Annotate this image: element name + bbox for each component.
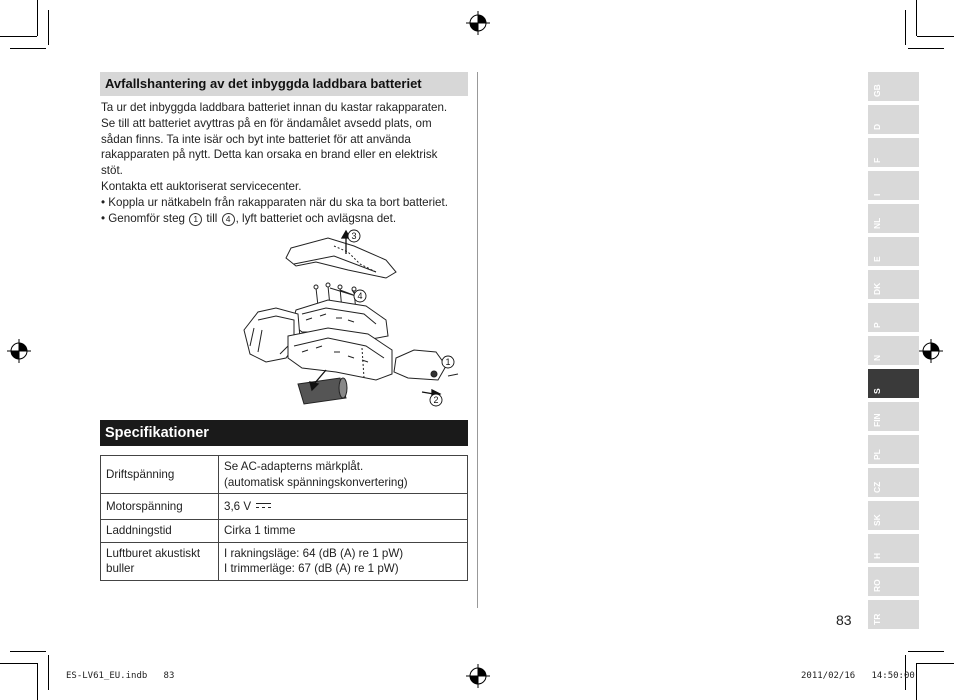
language-tab-n[interactable]: [868, 336, 919, 365]
language-tab-label: NL: [872, 217, 882, 229]
language-tab-label: F: [872, 157, 882, 163]
language-tab-p[interactable]: [868, 303, 919, 332]
bullet-steps-suffix: , lyft batteriet och avlägsna det.: [235, 211, 397, 225]
spec-value: [219, 456, 468, 494]
language-tab-label: D: [872, 123, 882, 130]
language-tab-label: GB: [872, 84, 882, 97]
step-number-to: 4: [222, 213, 235, 226]
battery-removal-illustration: [236, 228, 472, 410]
spec-label-line: buller: [106, 562, 135, 575]
step-number-from: 1: [189, 213, 202, 226]
language-tab-label: CZ: [872, 481, 882, 493]
bullet-unplug: • Koppla ur nätkabeln från rakapparaten när du ska ta bort batteriet.: [101, 195, 448, 209]
language-tab-gb[interactable]: [868, 72, 919, 101]
language-tab-label: TR: [872, 613, 882, 625]
registration-mark-top: [466, 11, 490, 35]
language-tab-d[interactable]: [868, 105, 919, 134]
spec-value-line: I rakningsläge: 64 (dB (A) re 1 pW): [224, 546, 404, 560]
language-tab-label: N: [872, 354, 882, 361]
battery-disposal-text: [101, 100, 471, 226]
specifications-table: [100, 455, 468, 581]
callout-3: 3: [351, 231, 357, 241]
spec-label: Driftspänning: [101, 456, 219, 494]
language-tab-label: H: [872, 552, 882, 559]
registration-mark-right: [919, 339, 943, 363]
spec-value: [219, 542, 468, 580]
language-tab-sk[interactable]: [868, 501, 919, 530]
language-tab-label: DK: [872, 282, 882, 295]
footer-timestamp: 2011/02/16 14:50:00: [801, 671, 915, 681]
language-tab-fin[interactable]: [868, 402, 919, 431]
spec-value-line: I trimmerläge: 67 (dB (A) re 1 pW): [224, 562, 399, 575]
page-number: 83: [836, 612, 852, 628]
bullet-steps: [101, 211, 471, 227]
bullet-steps-prefix: • Genomför steg: [101, 211, 189, 225]
battery-disposal-heading: Avfallshantering av det inbyggda laddbara batteriet: [100, 72, 468, 96]
body-line: rakapparaten på nytt. Detta kan orsaka en brand eller en elektrisk: [101, 148, 438, 162]
spec-value-line: Se AC-adapterns märkplåt.: [224, 460, 364, 473]
table-row: [101, 520, 468, 543]
language-tab-e[interactable]: [868, 237, 919, 266]
language-tab-dk[interactable]: [868, 270, 919, 299]
body-line: sådan finns. Ta inte isär och byt inte batteriet för att använda: [101, 132, 411, 146]
language-tab-cz[interactable]: [868, 468, 919, 497]
spec-value-line: 3,6 V: [224, 499, 252, 513]
body-line: Ta ur det inbyggda laddbara batteriet innan du kastar rakapparaten.: [101, 101, 448, 114]
spec-label-line: Luftburet akustiskt: [106, 546, 201, 560]
body-line: Se till att batteriet avyttras på en för ändamålet avsedd plats, om: [101, 116, 432, 130]
callout-4: 4: [357, 291, 363, 301]
language-tab-h[interactable]: [868, 534, 919, 563]
language-tab-label: RO: [872, 579, 882, 592]
table-row: [101, 542, 468, 580]
spec-label: Laddningstid: [101, 520, 219, 543]
dc-symbol-icon: [256, 502, 271, 509]
table-row: [101, 494, 468, 520]
column-divider: [477, 72, 478, 608]
language-tab-label: P: [872, 322, 882, 328]
language-tab-label: PL: [872, 449, 882, 460]
callout-2: 2: [433, 395, 439, 405]
language-tab-s[interactable]: [868, 369, 919, 398]
spec-label: Motorspänning: [101, 494, 219, 520]
spec-value: Cirka 1 timme: [219, 520, 468, 543]
language-tab-tr[interactable]: [868, 600, 919, 629]
service-center-note: Kontakta ett auktoriserat servicecenter.: [101, 179, 302, 193]
bullet-steps-mid: till: [203, 211, 221, 225]
spec-value: [219, 494, 468, 520]
language-tab-ro[interactable]: [868, 567, 919, 596]
registration-mark-bottom: [466, 664, 490, 688]
language-tab-nl[interactable]: [868, 204, 919, 233]
body-line: stöt.: [101, 164, 123, 178]
language-tab-i[interactable]: [868, 171, 919, 200]
registration-mark-left: [7, 339, 31, 363]
language-tab-label: S: [872, 388, 882, 394]
spec-value-line: (automatisk spänningskonvertering): [224, 475, 408, 489]
footer-file-name: ES-LV61_EU.indb 83: [66, 671, 175, 681]
language-tab-label: E: [872, 256, 882, 262]
language-tab-label: I: [872, 193, 882, 196]
table-row: [101, 456, 468, 494]
language-tab-f[interactable]: [868, 138, 919, 167]
language-tab-label: FIN: [872, 413, 882, 427]
specifications-heading: Specifikationer: [100, 420, 468, 446]
spec-label: [101, 542, 219, 580]
language-tab-label: SK: [872, 514, 882, 526]
callout-1: 1: [445, 357, 451, 367]
language-tab-pl[interactable]: [868, 435, 919, 464]
